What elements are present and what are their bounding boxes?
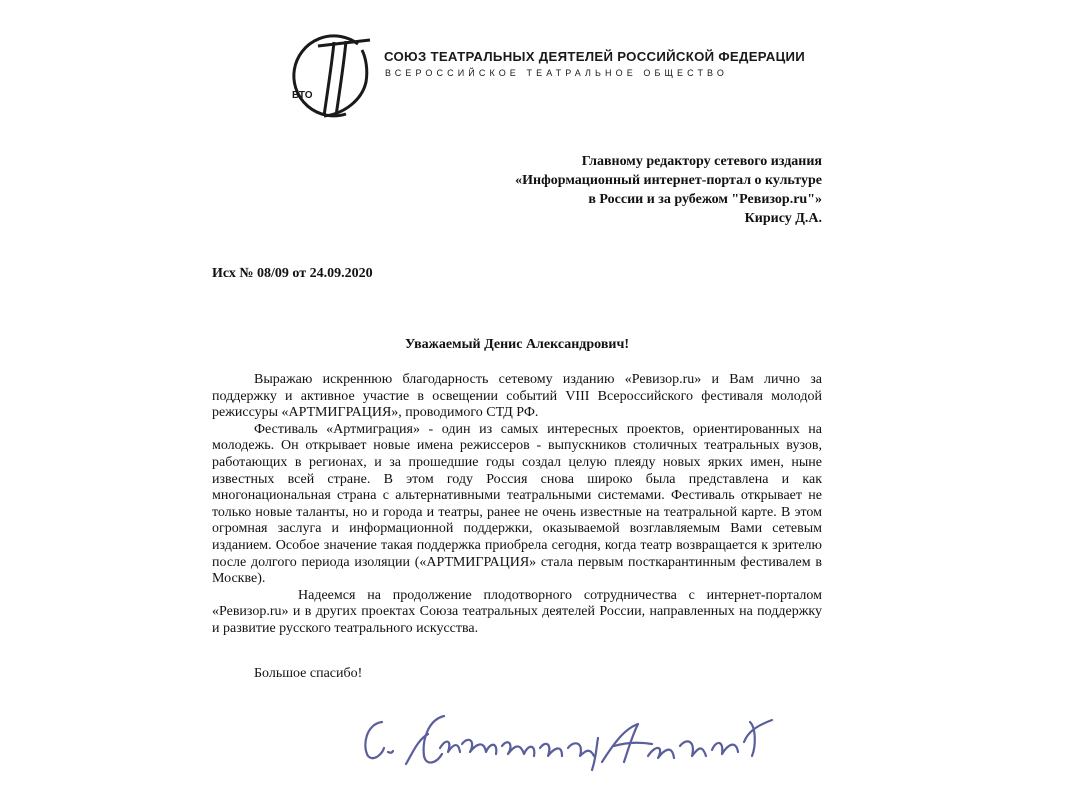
addressee-block — [515, 152, 822, 228]
addressee-line: Главному редактору сетевого издания — [581, 154, 822, 169]
paragraph: Фестиваль «Артмиграция» - один из самых интересных проектов, ориентированных на молодежь. Он открывает новые имена режиссеров - выпускников столичных театральных вузов, работающих в регионах, и за прошедшие годы создал целую плеяду новых ярких имен, ныне известных всей стране. В этом году Россия снова широко была представлена и как многонациональная страна с альтернативными театральными системами. Фестиваль открывает не только новые таланты, но и города и театры, ранее не очень известные на театральной карте. В этом огромная заслуга и информационной поддержки, оказываемой возглавляемым Вами сетевым изданием. Особое значение такая поддержка приобрела сегодня, когда театр возвращается к зрителю после долгого периода изоляции («АРТМИГРАЦИЯ» стала первым посткарантинным фестивалем в Москве). — [212, 421, 822, 587]
logo-text: ВТО — [292, 90, 313, 101]
organization-subtitle: ВСЕРОССИЙСКОЕ ТЕАТРАЛЬНОЕ ОБЩЕСТВО — [385, 68, 728, 78]
addressee-line: «Информационный интернет-портал о культуре — [515, 173, 822, 188]
handwritten-signature — [352, 700, 792, 795]
addressee-name: Кирису Д.А. — [744, 211, 822, 226]
outgoing-reference: Исх № 08/09 от 24.09.2020 — [212, 266, 373, 281]
paragraph: Выражаю искреннюю благодарность сетевому изданию «Ревизор.ru» и Вам лично за поддержку и активное участие в освещении событий VIII Всероссийского фестиваля молодой режиссуры «АРТМИГРАЦИЯ», проводимого СТД РФ. — [212, 372, 822, 421]
closing-line: Большое спасибо! — [254, 666, 363, 681]
addressee-line: в России и за рубежом "Ревизор.ru"» — [588, 192, 822, 207]
letter-body — [212, 372, 822, 638]
std-logo-icon — [282, 28, 382, 128]
organization-name: СОЮЗ ТЕАТРАЛЬНЫХ ДЕЯТЕЛЕЙ РОССИЙСКОЙ ФЕДЕРАЦИИ — [384, 49, 806, 64]
salutation: Уважаемый Денис Александрович! — [405, 337, 629, 352]
paragraph: Надеемся на продолжение плодотворного сотрудничества с интернет-порталом «Ревизор.ru» и в других проектах Союза театральных деятелей России, направленных на поддержку и развитие русского театрального искусства. — [212, 587, 822, 636]
